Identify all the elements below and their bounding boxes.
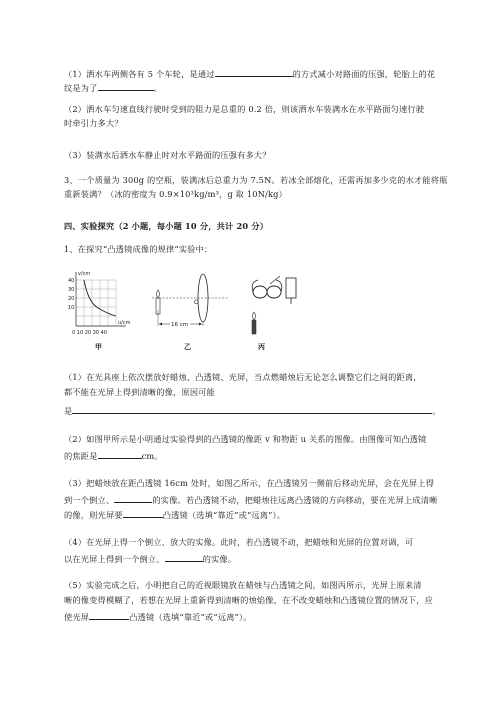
answer-blank[interactable] (114, 493, 152, 503)
answer-blank[interactable] (72, 404, 432, 414)
exp1-q3-line2 (64, 493, 438, 506)
distance-label: 16 cm (171, 322, 189, 328)
truck-q1-line1 (64, 67, 435, 80)
exp1-q3-line1: （3）把蜡烛放在距凸透镜 16cm 处时，如图乙所示，在凸透镜另一侧前后移动光屏，会在光屏上得 (64, 478, 435, 488)
point-o-label: O (194, 299, 199, 306)
exp1-q1-line2: 都不能在光屏上得到清晰的像，原因可能 (64, 387, 215, 397)
jia-y-tick-30: 30 (68, 287, 75, 293)
answer-blank[interactable] (89, 610, 129, 620)
exp1-q4-line2 (64, 552, 236, 565)
answer-blank[interactable] (98, 81, 154, 91)
answer-blank[interactable] (123, 508, 163, 518)
truck-q1-text-b: 的方式减小对路面的压强，轮胎上的花 (292, 69, 436, 79)
truck-q1-text-c: 纹是为了 (64, 83, 98, 93)
answer-blank[interactable] (98, 449, 142, 459)
jia-y-tick-20: 20 (68, 296, 75, 302)
section-title: 四、实验探究（2 小题，每小题 10 分，共计 20 分） (64, 221, 269, 231)
exp1-q5-text-d: 凸透镜（选填“靠近”或“远离”）。 (129, 612, 252, 622)
truck-q2-line2: 时牵引力多大？ (64, 118, 123, 128)
figure-jia-caption: 甲 (95, 343, 102, 351)
exp1-q1-text-d: 。 (432, 406, 441, 416)
truck-q1-text-a: （1）洒水车两侧各有 5 个车轮，是通过 (64, 69, 215, 79)
truck-q1-text-d: 。 (153, 83, 162, 93)
jia-y-tick-40: 40 (68, 278, 75, 284)
exp1-q2-line2 (64, 449, 163, 462)
jia-y-tick-10: 10 (68, 305, 75, 311)
exp1-q3-text-d: 的像，则光屏要 (64, 510, 123, 520)
exp1-q5-line3 (64, 610, 252, 623)
truck-q3-line: （3）装满水后洒水车静止时对水平路面的压强有多大？ (64, 150, 271, 160)
exp1-q5-text-c: 使光屏 (64, 612, 90, 622)
jia-y-unit: v/cm (78, 271, 91, 277)
exp1-q2-text-c: cm。 (141, 451, 163, 461)
answer-blank[interactable] (165, 552, 203, 562)
figure-yi-caption: 乙 (184, 343, 191, 351)
exp1-q5-line1: （5）实验完成之后，小明把自己的近视眼镜放在蜡烛与凸透镜之间，如图丙所示，光屏上原来清 (64, 580, 422, 590)
exp1-q1-text-c: 是 (64, 406, 73, 416)
exp1-q1-line1: （1）在光具座上依次摆放好蜡烛、凸透镜、光屏，当点燃蜡烛后无论怎么调整它们之间的距离， (64, 372, 422, 382)
exp1-q4-line1: （4）在光屏上得一个倒立、放大的实像。此时，若凸透镜不动，把蜡烛和光屏的位置对调，可 (64, 537, 414, 547)
exp1-q2-text-b: 的焦距是 (64, 451, 98, 461)
figure-yi-bench (150, 268, 230, 340)
figure-jia-graph (68, 268, 134, 340)
q3-line1: 3、一个质量为 300g 的空瓶，装满冰后总重力为 7.5N。若冰全部熔化，还需再加多少克的水才能将瓶 (64, 175, 448, 185)
exp1-q2-line1: （2）如图甲所示是小明通过实验得到的凸透镜的像距 v 和物距 u 关系的图像。由图像可知凸透镜 (64, 434, 427, 444)
exp1-q4-text-c: 的实像。 (202, 554, 237, 564)
exp1-q1-line3 (64, 404, 441, 417)
exp1-q3-text-c: 的实像。若凸透镜不动，把蜡烛往远离凸透镜的方向移动，要在光屏上成清晰 (152, 495, 438, 505)
exp1-q3-text-e: 凸透镜（选填“靠近”或“远离”）。 (162, 510, 286, 520)
exp1-q3-line3 (64, 508, 285, 521)
exp1-q5-line2: 晰的像变得模糊了，若想在光屏上重新得到清晰的烛焰像，在不改变蜡烛和凸透镜位置的情况下，应 (64, 595, 434, 605)
figure-bing-glasses (240, 270, 300, 340)
jia-x-ticks: 0 10 20 30 40 (72, 330, 107, 336)
answer-blank[interactable] (215, 67, 293, 77)
figure-bing-caption: 丙 (258, 343, 265, 351)
exp1-intro: 1、在探究“凸透镜成像的规律”实验中： (64, 244, 213, 254)
jia-x-unit: u/cm (118, 320, 131, 326)
truck-q2-line1: （2）洒水车匀速直线行驶时受到的阻力是总重的 0.2 倍，则该洒水车装满水在水平路面匀速行驶 (64, 104, 425, 114)
exp1-q4-text-b: 以在光屏上得到一个倒立、 (64, 554, 165, 564)
exp1-q3-text-b: 到一个倒立、 (64, 495, 115, 505)
q3-line2: 重新装满？（冰的密度为 0.9×10³kg/m³，g 取 10N/kg） (64, 189, 288, 199)
truck-q1-line2 (64, 81, 162, 94)
